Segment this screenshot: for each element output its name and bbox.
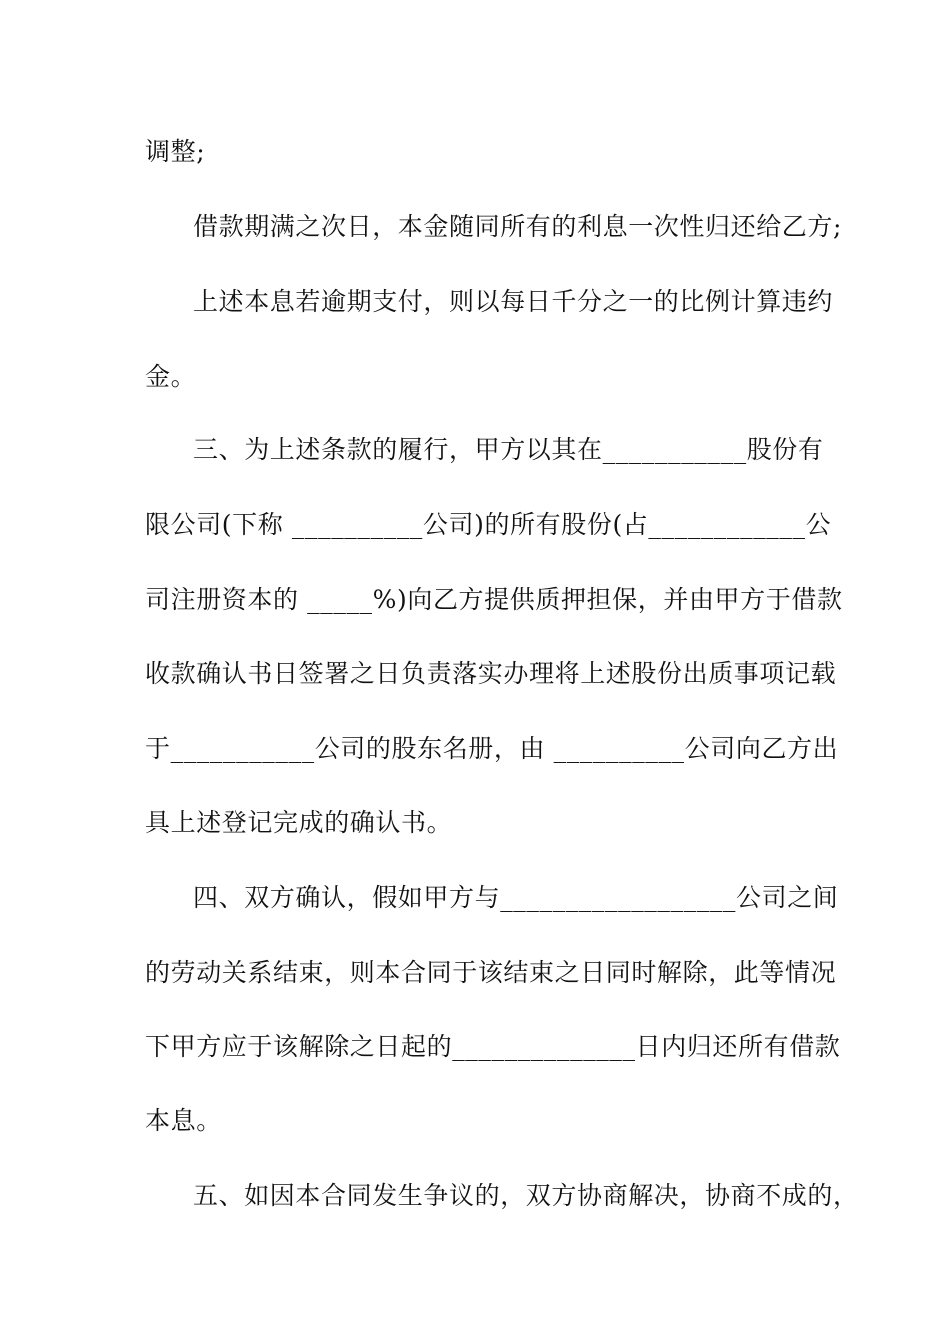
text-line: 限公司(下称 __________公司)的所有股份(占____________公 <box>145 510 832 539</box>
text-line: 金。 <box>145 362 197 391</box>
text-line: 下甲方应于该解除之日起的______________日内归还所有借款 <box>145 1032 841 1061</box>
text-line: 四、双方确认，假如甲方与__________________公司之间 <box>193 883 839 912</box>
text-line: 本息。 <box>145 1106 222 1135</box>
text-line: 五、如因本合同发生争议的，双方协商解决，协商不成的， <box>193 1181 859 1210</box>
text-line: 借款期满之次日，本金随同所有的利息一次性归还给乙方; <box>193 212 843 241</box>
text-line: 司注册资本的 _____%)向乙方提供质押担保，并由甲方于借款 <box>145 585 843 614</box>
text-line: 具上述登记完成的确认书。 <box>145 808 453 837</box>
text-line: 收款确认书日签署之日负责落实办理将上述股份出质事项记载 <box>145 659 837 688</box>
text-line: 于___________公司的股东名册，由 __________公司向乙方出 <box>145 734 839 763</box>
text-line: 上述本息若逾期支付，则以每日千分之一的比例计算违约 <box>193 287 834 316</box>
text-line: 的劳动关系结束，则本合同于该结束之日同时解除，此等情况 <box>145 958 837 987</box>
text-line: 调整; <box>145 137 206 166</box>
text-line: 三、为上述条款的履行，甲方以其在___________股份有 <box>193 435 824 464</box>
